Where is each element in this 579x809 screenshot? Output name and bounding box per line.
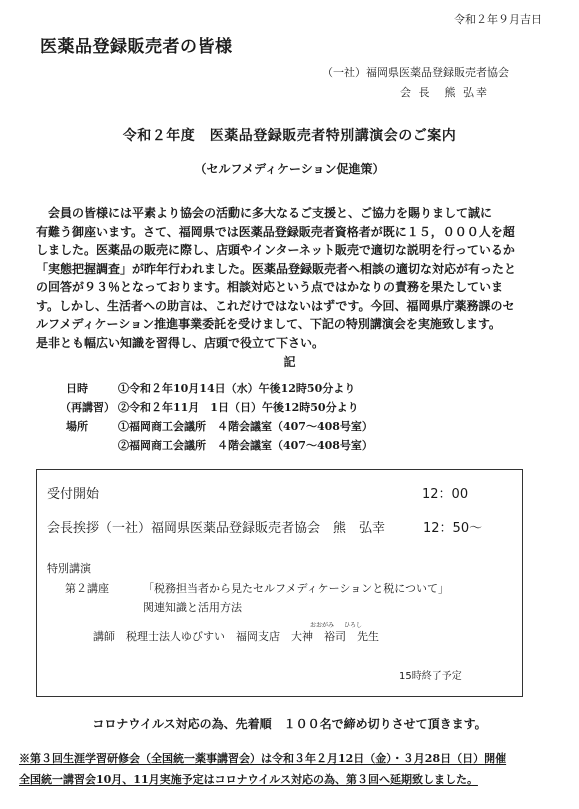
schedule-text: ①令和２年10月14日（水）午後12時50分より bbox=[118, 382, 356, 395]
ruby-surname: おおがみ bbox=[310, 622, 335, 629]
schedule-text: ②令和２年11月 1日（日）午後12時50分より bbox=[118, 401, 359, 414]
covid-notice: コロナウイルス対応の為、先着順 １００名で締め切りさせて頂きます。 bbox=[92, 717, 487, 731]
program-box bbox=[36, 469, 523, 697]
lecture-subtitle: 関連知識と活用方法 bbox=[143, 601, 242, 614]
page-title: 令和２年度 医薬品登録販売者特別講演会のご案内 bbox=[122, 128, 457, 144]
footnote: ※第３回生涯学習研修会（全国統一薬事講習会）は令和３年２月12日（金）・３月28日（日）開催 bbox=[19, 752, 507, 765]
issue-date: 令和２年９月吉日 bbox=[454, 13, 542, 26]
page-subtitle: （セルフメディケーション促進策） bbox=[194, 162, 385, 176]
sender-president: 会 長 熊 弘幸 bbox=[400, 86, 489, 99]
schedule-row bbox=[66, 380, 355, 396]
schedule-label: （再講習） bbox=[60, 401, 115, 414]
ruby-given: ひろし bbox=[344, 622, 363, 629]
body-line: 会員の皆様には平素より協会の活動に多大なるご支援と、ご協力を賜りまして誠に bbox=[36, 206, 493, 220]
end-time: 15時終了予定 bbox=[399, 671, 462, 682]
ki-heading: 記 bbox=[283, 355, 296, 369]
reception-label: 受付開始 bbox=[47, 487, 100, 502]
schedule-row bbox=[60, 399, 359, 415]
addressee: 医薬品登録販売者の皆様 bbox=[40, 37, 233, 57]
body-line: 「実態把握調査」が昨年行われました。医薬品登録販売者へ相談の適切な対応が有ったと bbox=[36, 261, 517, 276]
body-line: ルフメディケーション推進事業委託を受けまして、下記の特別講演会を実施致します。 bbox=[36, 317, 501, 331]
footnote: 全国統一講習会10月、11月実施予定はコロナウイルス対応の為、第３回へ延期致しました。 bbox=[19, 773, 478, 786]
lecture-heading: 特別講演 bbox=[47, 562, 91, 575]
lecture-number: 第２講座 bbox=[65, 582, 109, 595]
schedule-label: 日時 bbox=[66, 382, 88, 395]
body-text bbox=[36, 204, 546, 352]
body-line: す。しかし、生活者への助言は、これだけではないはずです。今回、福岡県庁薬務課のセ bbox=[36, 298, 515, 313]
president-greeting: 会長挨拶（一社）福岡県医薬品登録販売者協会 熊 弘幸 bbox=[47, 521, 386, 536]
schedule-row bbox=[66, 418, 373, 434]
body-line: しました。医薬品の販売に際し、店頭やインターネット販売で適切な説明を行っているか bbox=[36, 243, 515, 257]
greeting-time: 12：50～ bbox=[423, 521, 483, 536]
lecture-title: 「税務担当者から見たセルフメディケーションと税について」 bbox=[143, 582, 450, 595]
lecturer: 講師 税理士法人ゆびすい 福岡支店 大神 裕司 先生 bbox=[93, 630, 379, 643]
sender-organization: （一社）福岡県医薬品登録販売者協会 bbox=[322, 66, 509, 79]
body-line: の回答が９３％となっております。相談対応という点ではかなりの責務を果たしていま bbox=[36, 280, 504, 294]
reception-time: 12：00 bbox=[422, 487, 469, 502]
schedule-label: 場所 bbox=[66, 420, 88, 433]
schedule-text: ②福岡商工会議所 ４階会議室（407～408号室） bbox=[118, 439, 373, 452]
schedule-text: ①福岡商工会議所 ４階会議室（407～408号室） bbox=[118, 420, 373, 433]
body-line: 是非とも幅広い知識を習得し、店頭で役立て下さい。 bbox=[36, 335, 325, 350]
body-line: 有難う御座います。さて、福岡県では医薬品登録販売者資格者が既に１５，０００人を超 bbox=[36, 224, 515, 239]
schedule-row bbox=[66, 437, 373, 453]
